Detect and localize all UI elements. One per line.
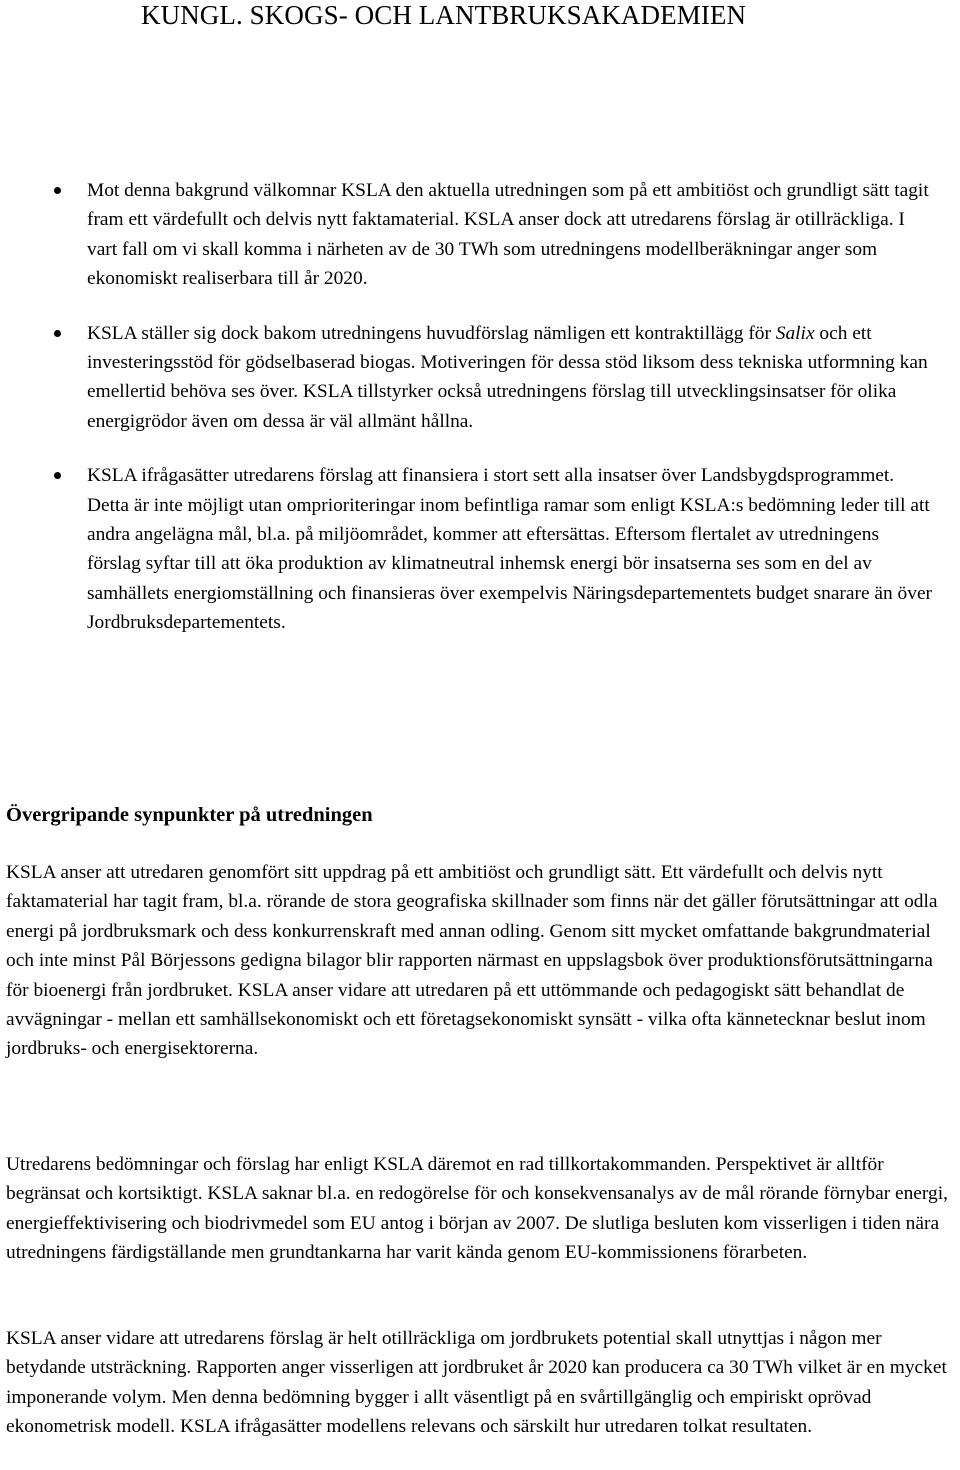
bullet-item	[0, 176, 937, 294]
bullet-text: KSLA ifrågasätter utredarens förslag att finansiera i stort sett alla insatser över Landsbygdsprogrammet. Detta är inte möjligt utan omprioriteringar inom befintliga ramar som enligt KSLA:s bedömning leder till att andra angelägna mål, bl.a. på miljöområdet, kommer att eftersättas. Eftersom flertalet av utredningens förslag syftar till att öka produktion av klimatneutral inhemsk energi bör insatserna ses som en del av samhällets energiomställning och finansieras över exempelvis Näringsdepartementets budget snarare än över Jordbruksdepartementets.	[87, 465, 933, 634]
section-heading: Övergripande synpunkter på utredningen	[6, 804, 373, 826]
bullet-text-continued: och ett investeringsstöd för gödselbaserad biogas. Motiveringen för dessa stöd liksom dess tekniska utformning kan emellertid behöva ses över. KSLA tillstyrker också utredningens förslag till utvecklingsinsatser för olika energigrödor även om dessa är väl allmänt hållna.	[87, 322, 928, 432]
body-paragraph: KSLA anser vidare att utredarens förslag är helt otillräckliga om jordbrukets potential skall utnyttjas i någon mer betydande utsträckning. Rapporten anger visserligen att jordbruket år 2020 kan producera ca 30 TWh vilket är en mycket imponerande volym. Men denna bedömning bygger i allt väsentligt på en svårtillgänglig och empiriskt oprövad ekonometrisk modell. KSLA ifrågasätter modellens relevans och särskilt hur utredaren tolkat resultaten.	[6, 1328, 947, 1438]
bullet-icon	[54, 472, 61, 479]
bullet-list	[0, 176, 960, 663]
bullet-italic-term: Salix	[775, 322, 815, 344]
bullet-text: KSLA ställer sig dock bakom utredningens huvudförslag nämligen ett kontraktillägg för	[87, 322, 776, 344]
body-paragraph: KSLA anser att utredaren genomfört sitt uppdrag på ett ambitiöst och grundligt sätt. Ett värdefullt och delvis nytt faktamaterial har tagit fram, bl.a. rörande de stora geografiska skillnader som finns när det gäller förutsättningar att odla energi på jordbruksmark och dess konkurrenskraft med annan odling. Genom sitt mycket omfattande bakgrundmaterial och inte minst Pål Börjessons gedigna bilagor blir rapporten närmast en uppslagsbok över produktionsförutsättningarna för bioenergi från jordbruket. KSLA anser vidare att utredaren på ett uttömmande och pedagogiskt sätt behandlat de avvägningar - mellan ett samhällsekonomiskt och ett företagsekonomiskt synsätt - vilka ofta kännetecknar beslut inom jordbruks- och energisektorerna.	[6, 862, 938, 1060]
bullet-icon	[54, 187, 61, 194]
page-header-title: KUNGL. SKOGS- OCH LANTBRUKSAKADEMIEN	[141, 0, 747, 30]
bullet-icon	[54, 330, 61, 337]
body-paragraph: Utredarens bedömningar och förslag har enligt KSLA däremot en rad tillkortakommanden. Perspektivet är alltför begränsat och kortsiktigt. KSLA saknar bl.a. en redogörelse för och konsekvensanalys av de mål rörande förnybar energi, energieffektivisering och biodrivmedel som EU antog i början av 2007. De slutliga besluten kom visserligen i tiden nära utredningens färdigställande men grundtankarna har varit kända genom EU-kommissionens förarbeten.	[6, 1154, 948, 1264]
bullet-item	[0, 461, 937, 637]
bullet-text: Mot denna bakgrund välkomnar KSLA den aktuella utredningen som på ett ambitiöst och grundligt sätt tagit fram ett värdefullt och delvis nytt faktamaterial. KSLA anser dock att utredarens förslag är otillräckliga. I vart fall om vi skall komma i närheten av de 30 TWh som utredningens modellberäkningar anger som ekonomiskt realiserbara till år 2020.	[87, 180, 929, 290]
bullet-item	[0, 319, 937, 437]
